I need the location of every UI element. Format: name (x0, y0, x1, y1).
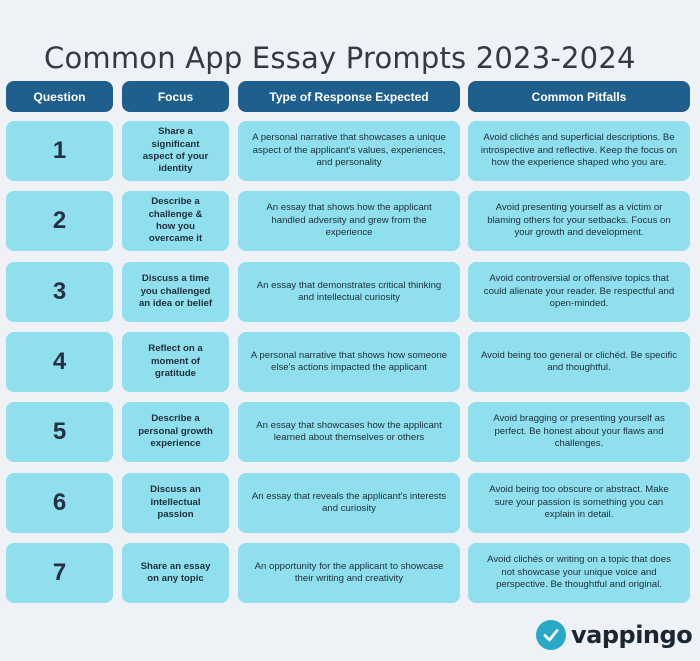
type-cell: An essay that demonstrates critical thinking and intellectual curiosity (238, 262, 460, 322)
type-cell: An essay that reveals the applicant's interests and curiosity (238, 473, 460, 533)
vappingo-logo (536, 620, 692, 650)
type-cell: An opportunity for the applicant to showcase their writing and creativity (238, 543, 460, 603)
header-pitfalls: Common Pitfalls (468, 81, 690, 112)
type-cell: A personal narrative that shows how someone else's actions impacted the applicant (238, 332, 460, 392)
checkmark-icon (536, 620, 566, 650)
header-question: Question (6, 81, 113, 112)
page-title: Common App Essay Prompts 2023-2024 (44, 41, 636, 76)
pitfalls-cell: Avoid presenting yourself as a victim or blaming others for your setbacks. Focus on your growth and development. (468, 191, 690, 251)
header-focus: Focus (122, 81, 229, 112)
type-cell: An essay that shows how the applicant handled adversity and grew from the experience (238, 191, 460, 251)
focus-cell: Describe a challenge & how you overcame it (122, 191, 229, 251)
header-type: Type of Response Expected (238, 81, 460, 112)
question-number: 6 (6, 473, 113, 533)
type-cell: An essay that showcases how the applicant learned about themselves or others (238, 402, 460, 462)
question-number: 1 (6, 121, 113, 181)
pitfalls-cell: Avoid bragging or presenting yourself as perfect. Be honest about your flaws and challenges. (468, 402, 690, 462)
pitfalls-cell: Avoid being too obscure or abstract. Make sure your passion is something you can explain in detail. (468, 473, 690, 533)
question-number: 3 (6, 262, 113, 322)
focus-cell: Share a significant aspect of your identity (122, 121, 229, 181)
focus-cell: Discuss an intellectual passion (122, 473, 229, 533)
question-number: 5 (6, 402, 113, 462)
question-number: 7 (6, 543, 113, 603)
pitfalls-cell: Avoid clichés or writing on a topic that does not showcase your unique voice and perspective. Be thoughtful and original. (468, 543, 690, 603)
focus-cell: Discuss a time you challenged an idea or belief (122, 262, 229, 322)
question-number: 4 (6, 332, 113, 392)
focus-cell: Describe a personal growth experience (122, 402, 229, 462)
focus-cell: Reflect on a moment of gratitude (122, 332, 229, 392)
pitfalls-cell: Avoid clichés and superficial descriptions. Be introspective and reflective. Keep the focus on how the experience shaped who you are. (468, 121, 690, 181)
pitfalls-cell: Avoid being too general or clichéd. Be specific and thoughtful. (468, 332, 690, 392)
question-number: 2 (6, 191, 113, 251)
logo-text: vappingo (571, 621, 693, 649)
pitfalls-cell: Avoid controversial or offensive topics that could alienate your reader. Be respectful and open-minded. (468, 262, 690, 322)
type-cell: A personal narrative that showcases a unique aspect of the applicant's values, experiences, and personality (238, 121, 460, 181)
focus-cell: Share an essay on any topic (122, 543, 229, 603)
